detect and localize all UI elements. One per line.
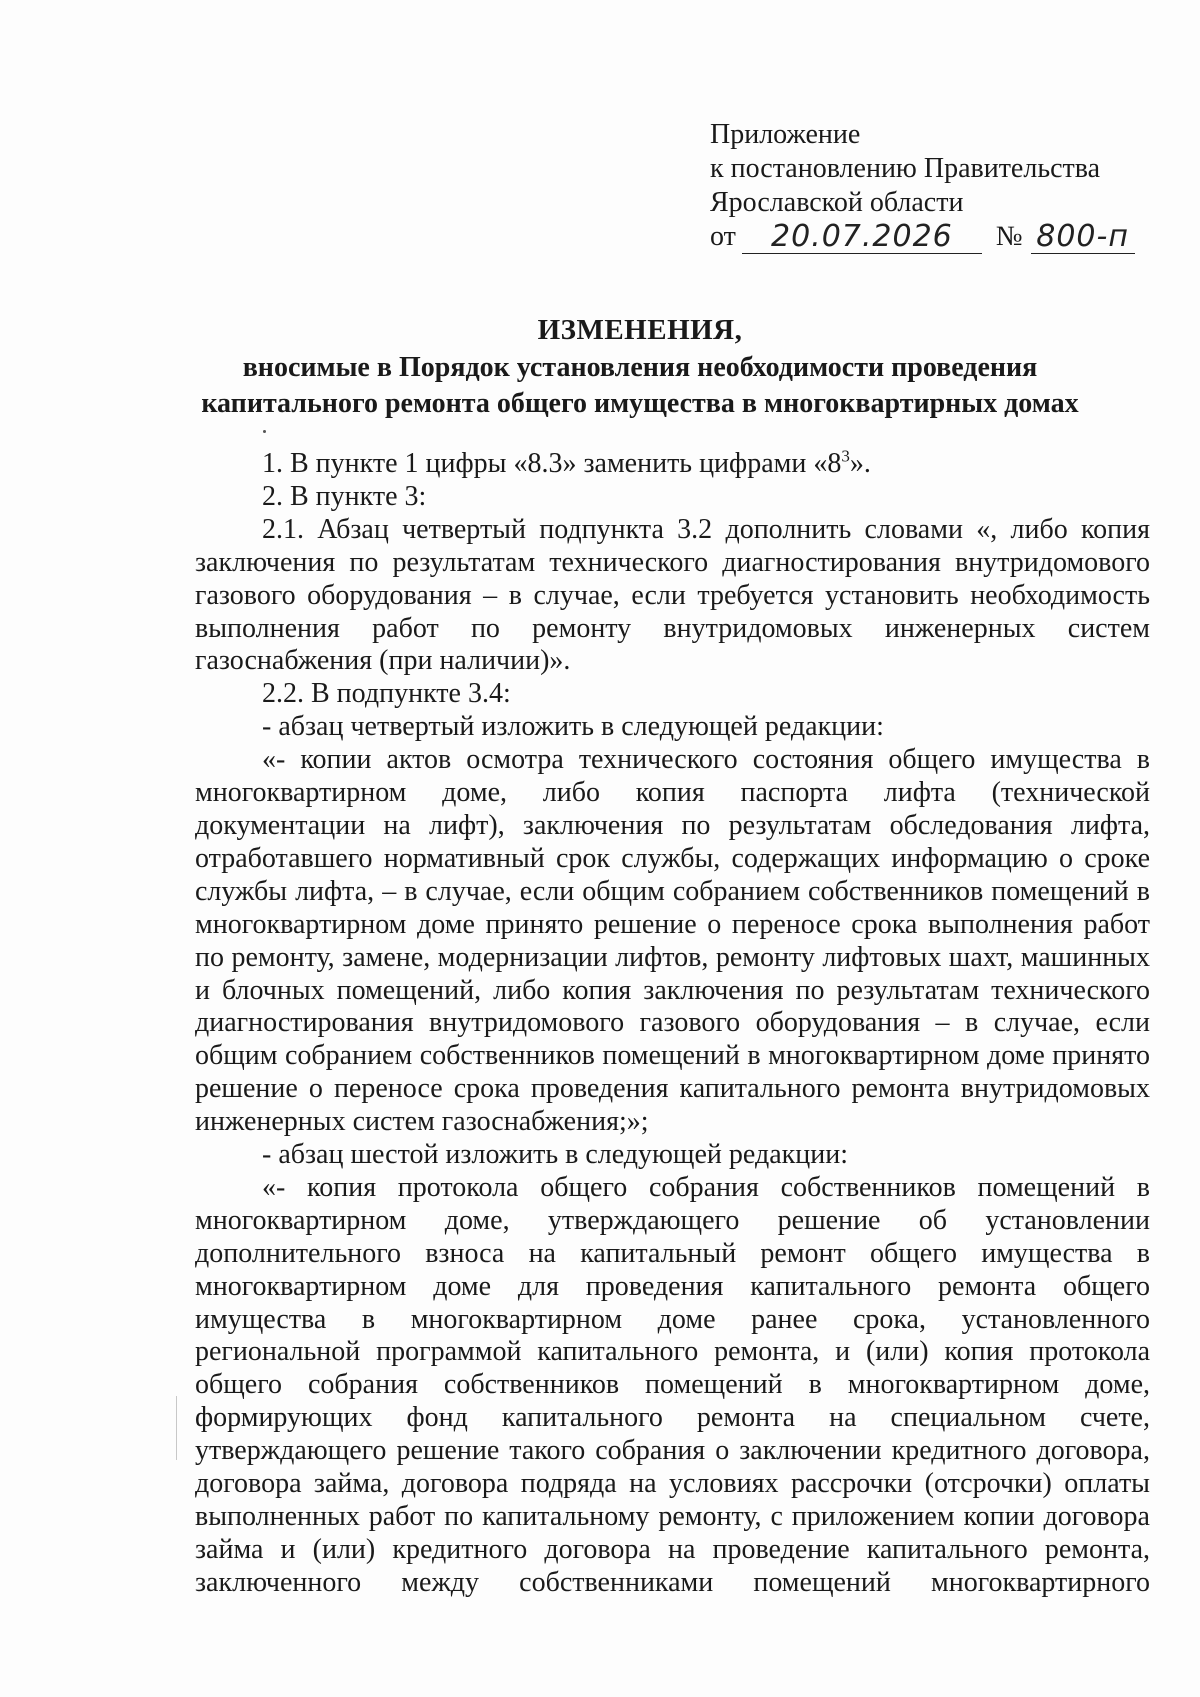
paragraph-2: 2. В пункте 3:: [262, 480, 427, 512]
appendix-label: Приложение: [710, 119, 861, 150]
superscript: 3: [841, 446, 850, 466]
paragraph-3: 2.1. Абзац четвертый подпункта 3.2 дополнить словами «, либо копия заключения по результатам технического диагностирования внутридомового газового оборудования – в случае, если требуется установить необходимость выполнения работ по ремонту внутридомовых инженерных систем газоснабжения (при наличии)».: [195, 513, 1150, 677]
paragraph-1: [195, 448, 1150, 481]
appendix-date-number-line: [710, 220, 1150, 254]
scan-dot: [263, 430, 266, 433]
date-prefix: от: [710, 221, 736, 252]
title-main: ИЗМЕНЕНИЯ,: [537, 314, 743, 346]
appendix-decree-ref: к постановлению Правительства: [710, 153, 1101, 184]
title-subtitle-line2: капитального ремонта общего имущества в многоквартирных домах: [201, 388, 1079, 419]
paragraph-8: «- копия протокола общего собрания собственников помещений в многоквартирном доме, утверждающего решение об установлении дополнительного взноса на капитальный ремонт общего имущества в многоквартирном доме для проведения капитального ремонта общего имущества в многоквартирном доме ранее срока, установленного региональной программой капитального ремонта, и (или) копия протокола общего собрания собственников помещений в многоквартирном доме, формирующих фонд капитального ремонта на специальном счете, утверждающего решение такого собрания о заключении кредитного договора, договора займа, договора подряда на условиях рассрочки (отсрочки) оплаты выполненных работ по капитальному ремонту, с приложением копии договора займа и (или) кредитного договора на проведение капитального ремонта, заключенного между собственниками помещений многоквартирного: [195, 1171, 1150, 1598]
paragraph-1-end: ».: [849, 448, 871, 479]
paragraph-1-text: 1. В пункте 1 цифры «8.3» заменить цифрами «8: [262, 448, 842, 479]
paragraph-6: «- копии актов осмотра технического состояния общего имущества в многоквартирном доме, либо копия паспорта лифта (технической документации на лифт), заключения по результатам обследования лифта, отработавшего нормативный срок службы, содержащих информацию о сроке службы лифта, – в случае, если общим собранием собственников помещений в многоквартирном доме принято решение о переносе срока выполнения работ по ремонту, замене, модернизации лифтов, ремонту лифтовых шахт, машинных и блочных помещений, либо копия заключения по результатам технического диагностирования внутридомового газового оборудования – в случае, если общим собранием собственников помещений в многоквартирном доме принято решение о переносе срока проведения капитального ремонта внутридомовых инженерных систем газоснабжения;»;: [195, 744, 1150, 1138]
document-body: [195, 448, 1150, 1600]
title-subtitle-line1: вносимые в Порядок установления необходимости проведения: [242, 352, 1038, 383]
appendix-region: Ярославской области: [710, 187, 964, 218]
appendix-block: [710, 118, 1150, 254]
paragraph-4: 2.2. В подпункте 3.4:: [262, 678, 511, 710]
handwritten-date: 20.07.2026: [742, 221, 982, 254]
handwritten-number: 800-п: [1031, 221, 1135, 254]
document-title: [180, 312, 1100, 422]
scan-margin-mark: [176, 1396, 177, 1460]
paragraph-5: - абзац четвертый изложить в следующей редакции:: [262, 711, 884, 743]
number-sign: №: [995, 221, 1023, 252]
paragraph-7: - абзац шестой изложить в следующей редакции:: [262, 1139, 848, 1171]
